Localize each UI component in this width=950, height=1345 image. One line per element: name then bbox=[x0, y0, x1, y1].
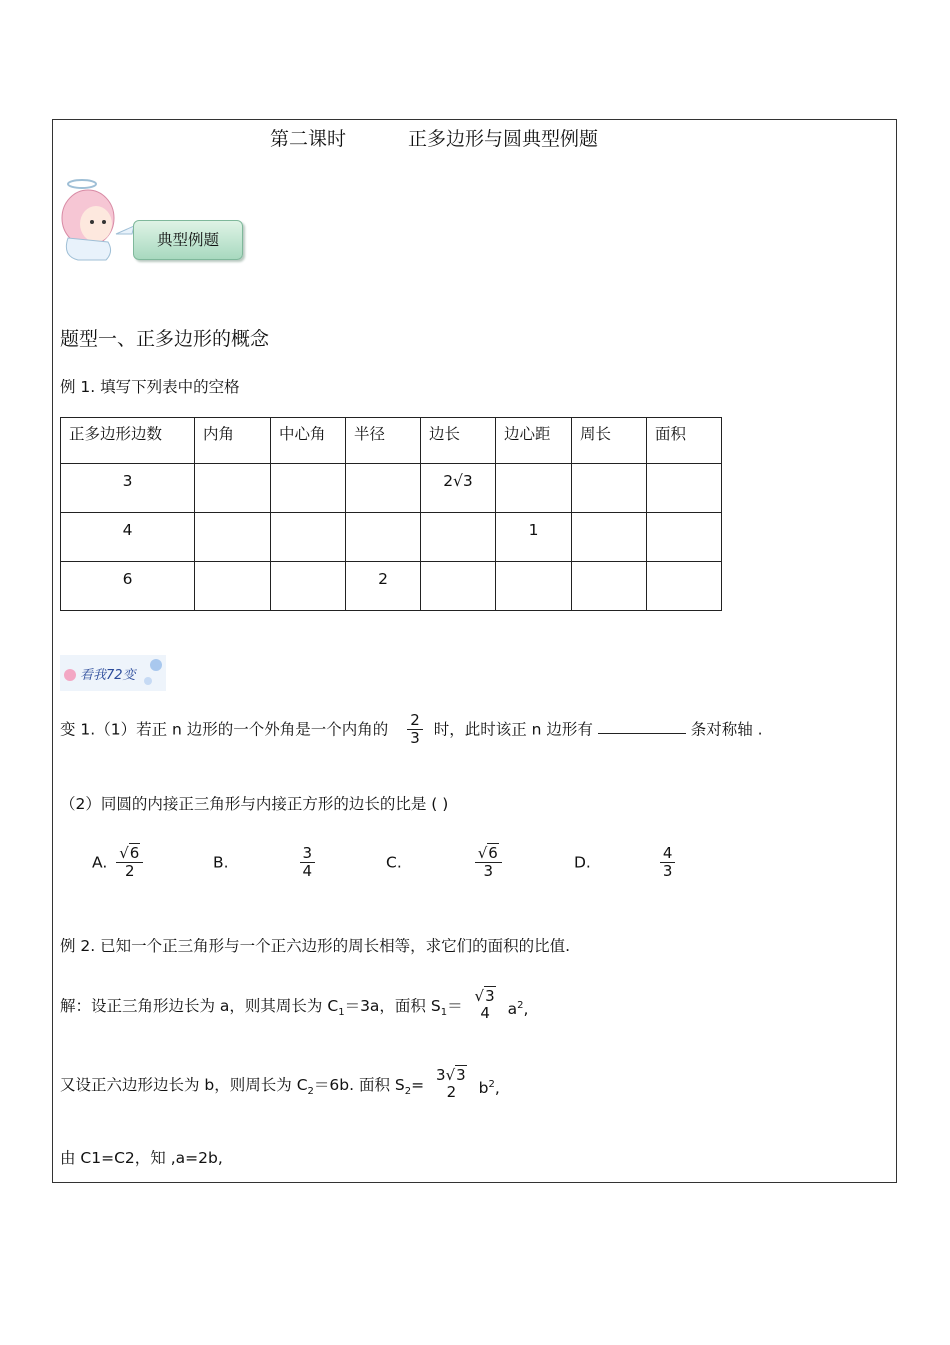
example-2-title: 例 2. 已知一个正三角形与一个正六边形的周长相等，求它们的面积的比值. bbox=[60, 937, 571, 955]
table-header: 内角 bbox=[195, 418, 271, 464]
table-header: 正多边形边数 bbox=[61, 418, 195, 464]
option-fraction bbox=[475, 845, 502, 881]
fraction-denominator: 2 bbox=[446, 1083, 457, 1102]
option-label: B. bbox=[213, 853, 229, 872]
table-header: 中心角 bbox=[271, 418, 346, 464]
table-cell bbox=[195, 562, 271, 611]
angel-icon bbox=[58, 172, 138, 264]
variant-1-q2: （2）同圆的内接正三角形与内接正方形的边长的比是 ( ) bbox=[60, 795, 449, 813]
fraction-denominator: 3 bbox=[662, 862, 673, 881]
fraction-numerator: 3√3 bbox=[436, 1066, 466, 1084]
option-d[interactable] bbox=[574, 845, 675, 881]
table-cell bbox=[572, 562, 647, 611]
option-fraction bbox=[300, 845, 316, 881]
option-fraction bbox=[116, 845, 143, 881]
table-header: 边长 bbox=[421, 418, 496, 464]
table-cell bbox=[271, 464, 346, 513]
table-cell bbox=[647, 464, 722, 513]
table-header: 面积 bbox=[647, 418, 722, 464]
table-cell bbox=[271, 513, 346, 562]
table-cell bbox=[346, 464, 421, 513]
table-cell bbox=[496, 562, 572, 611]
option-label: D. bbox=[574, 853, 591, 872]
content-frame bbox=[52, 119, 897, 1183]
option-a[interactable] bbox=[92, 845, 143, 881]
table-header: 边心距 bbox=[496, 418, 572, 464]
fraction-denominator: 3 bbox=[410, 729, 420, 748]
table-cell bbox=[421, 513, 496, 562]
table-header: 半径 bbox=[346, 418, 421, 464]
polygon-table bbox=[60, 417, 722, 611]
area-fraction-2 bbox=[433, 1067, 470, 1102]
solution-line-1: 解：设正三角形边长为 a，则其周长为 $C_1=3a$，面积 $S_1=$ √3 4 $a^2$, bbox=[60, 987, 529, 1023]
variant-1-q1 bbox=[60, 712, 763, 748]
solution-line-3: 由 C1=C2，知 ,a=2b, bbox=[60, 1149, 223, 1167]
table-header-row bbox=[61, 418, 722, 464]
table-cell bbox=[572, 464, 647, 513]
table-cell bbox=[421, 562, 496, 611]
area-fraction-1 bbox=[472, 988, 499, 1023]
option-label: C. bbox=[386, 853, 402, 872]
option-c[interactable] bbox=[386, 845, 502, 881]
table-cell bbox=[647, 562, 722, 611]
fraction-denominator: 4 bbox=[480, 1004, 490, 1023]
table-cell bbox=[271, 562, 346, 611]
table-row bbox=[61, 513, 722, 562]
table-cell: 1 bbox=[496, 513, 572, 562]
table-cell: 2 bbox=[346, 562, 421, 611]
answer-blank[interactable] bbox=[598, 719, 686, 734]
fraction-numerator: √6 bbox=[475, 845, 502, 863]
fraction-denominator: 4 bbox=[302, 862, 313, 881]
fraction-numerator: 2 bbox=[407, 712, 423, 730]
section-heading: 题型一、正多边形的概念 bbox=[60, 328, 270, 350]
table-cell bbox=[647, 513, 722, 562]
table-row bbox=[61, 562, 722, 611]
table-row bbox=[61, 464, 722, 513]
decorative-banner bbox=[60, 655, 166, 691]
solution-line-2: 又设正六边形边长为 b，则周长为 $C_2=6b$. 面积 $S_2=$ 3√3 2 $b^2$, bbox=[60, 1066, 500, 1102]
q1-text-c: 条对称轴 . bbox=[690, 720, 763, 739]
table-header: 周长 bbox=[572, 418, 647, 464]
table-cell bbox=[572, 513, 647, 562]
fraction-numerator: 4 bbox=[660, 845, 676, 863]
section-badge: 典型例题 bbox=[133, 220, 243, 260]
fraction-denominator: 2 bbox=[124, 862, 135, 881]
table-cell bbox=[195, 464, 271, 513]
table-cell: 3 bbox=[61, 464, 195, 513]
page-title: 第二课时 正多边形与圆典型例题 bbox=[270, 128, 599, 150]
fraction-numerator: 3 bbox=[300, 845, 316, 863]
option-b[interactable] bbox=[213, 845, 315, 881]
option-fraction bbox=[660, 845, 676, 881]
q1-text-b: 时，此时该正 n 边形有 bbox=[433, 720, 593, 739]
fraction-numerator: √3 bbox=[474, 987, 495, 1005]
fraction-numerator: √6 bbox=[116, 845, 143, 863]
table-cell: 6 bbox=[61, 562, 195, 611]
example-1-title: 例 1. 填写下列表中的空格 bbox=[60, 378, 240, 396]
banner-text: 看我72变 bbox=[80, 668, 136, 683]
table-cell bbox=[346, 513, 421, 562]
table-cell: 4 bbox=[61, 513, 195, 562]
option-label: A. bbox=[92, 853, 108, 872]
q1-fraction bbox=[407, 712, 423, 748]
fraction-denominator: 3 bbox=[483, 862, 494, 881]
table-cell bbox=[496, 464, 572, 513]
table-cell: 2√3 bbox=[421, 464, 496, 513]
table-cell bbox=[195, 513, 271, 562]
q1-text-a: 变 1.（1）若正 n 边形的一个外角是一个内角的 bbox=[60, 720, 389, 739]
